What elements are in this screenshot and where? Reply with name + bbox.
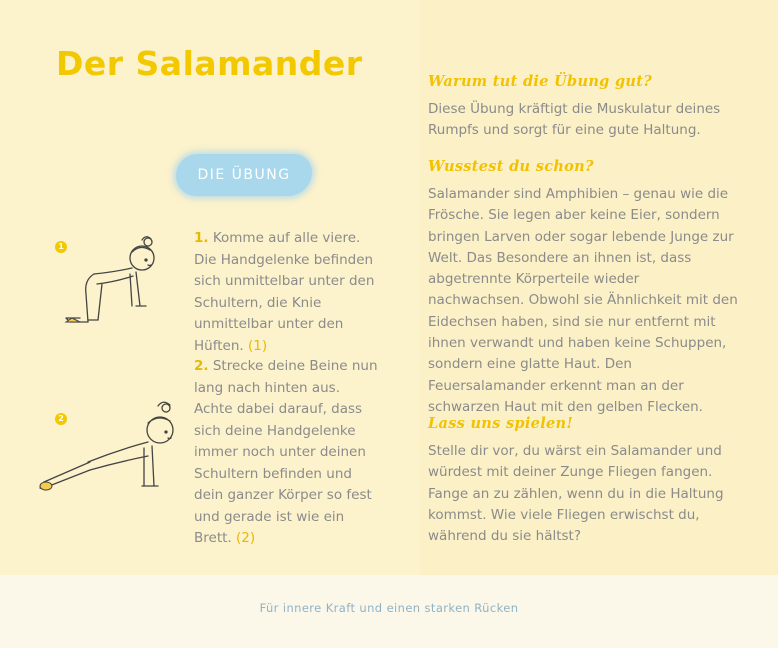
step-2-body: Strecke deine Beine nun lang nach hinten aus. Achte dabei darauf, dass sich deine Handgelenke immer noch unter deinen Schultern befinden und dein ganzer Körper so fest und gerade ist wie ein Brett. — [194, 358, 378, 546]
exercise-badge — [176, 154, 312, 196]
child-plank-illustration — [36, 398, 186, 498]
exercise-badge-label: DIE ÜBUNG — [197, 167, 291, 183]
paragraph-did-you-know: Salamander sind Amphibien – genau wie die Frösche. Sie legen aber keine Eier, sondern bringen Larven oder sogar lebende Junge zur Welt. Das Besondere an ihnen ist, dass abgetrennte Körperteile wieder nachwachsen. Obwohl sie Ähnlichkeit mit den Eidechsen haben, sind sie nur entfernt mit ihnen verwandt und haben keine Schuppen, sondern eine glatte Haut. Den Feuersalamander erkennt man an der schwarzen Haut mit den gelben Flecken. — [428, 186, 738, 415]
child-on-all-fours-illustration — [62, 232, 158, 332]
step-2-ref: (2) — [236, 530, 256, 546]
step-1-marker: 1 — [55, 241, 67, 253]
page-footer: Für innere Kraft und einen starken Rücken — [259, 601, 519, 615]
page-title: Der Salamander — [56, 44, 363, 83]
paragraph-why-exercise: Diese Übung kräftigt die Muskulatur deines Rumpfs und sorgt für eine gute Haltung. — [428, 101, 721, 139]
paragraph-lets-play: Stelle dir vor, du wärst ein Salamander und würdest mit deiner Zunge Fliegen fangen. Fange an zu zählen, wenn du in die Haltung kommst. Wie viele Fliegen erwischst du, während du sie hältst? — [428, 443, 724, 545]
step-2-number: 2. — [194, 358, 209, 374]
step-2-marker: 2 — [55, 413, 67, 425]
heading-did-you-know: Wusstest du schon? — [428, 158, 594, 175]
heading-why-exercise: Warum tut die Übung gut? — [428, 73, 653, 90]
step-1-number: 1. — [194, 230, 209, 246]
heading-lets-play: Lass uns spielen! — [428, 415, 574, 432]
step-1-body: Komme auf alle viere. Die Handgelenke befinden sich unmittelbar unter den Schultern, die Knie unmittelbar unter den Hüften. — [194, 230, 375, 354]
step-1-ref: (1) — [247, 337, 268, 354]
step-1-text — [194, 228, 378, 357]
step-2-text — [194, 356, 378, 550]
